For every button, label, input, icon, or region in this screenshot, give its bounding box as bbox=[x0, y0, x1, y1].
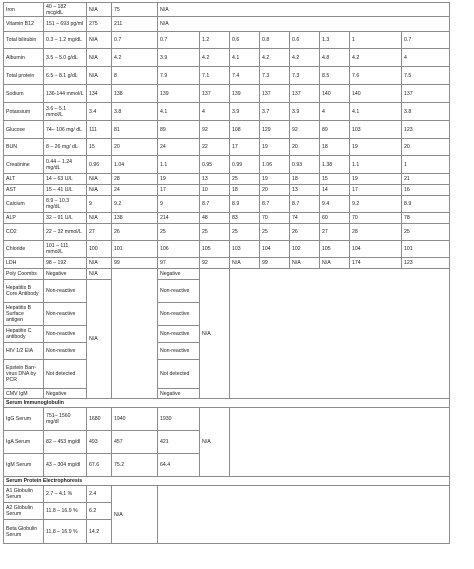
value-cell: 9.2 bbox=[112, 196, 158, 213]
value-cell: 8.7 bbox=[200, 196, 230, 213]
value-cell: 1.2 bbox=[200, 32, 230, 49]
empty-cell bbox=[112, 269, 158, 399]
value-cell: 137 bbox=[402, 85, 450, 103]
value-cell: 101 bbox=[112, 241, 158, 258]
value-cell: 14.2 bbox=[87, 520, 112, 544]
value-cell: 3.8 bbox=[112, 103, 158, 121]
test-name-cell: Total bilirubin bbox=[4, 32, 44, 49]
value-cell: 17 bbox=[158, 185, 200, 196]
value-cell: 70 bbox=[350, 213, 402, 224]
value-cell: 1.1 bbox=[158, 156, 200, 174]
reference-range-cell: 101 – 111 mmol/L bbox=[44, 241, 87, 258]
value-cell: 92 bbox=[200, 121, 230, 139]
value-cell: 104 bbox=[260, 241, 290, 258]
value-cell: 111 bbox=[87, 121, 112, 139]
value-cell: 18 bbox=[230, 185, 260, 196]
value-cell: 25 bbox=[260, 224, 290, 241]
value-cell: 20 bbox=[260, 185, 290, 196]
reference-range-cell: 74– 106 mg/ dL bbox=[44, 121, 87, 139]
reference-range-cell: 98 – 192 bbox=[44, 258, 87, 269]
value-cell: 78 bbox=[402, 213, 450, 224]
value-cell: 26 bbox=[112, 224, 158, 241]
reference-range-cell: 8.9 – 10.3 mg/dL bbox=[44, 196, 87, 213]
value-cell: 0.6 bbox=[230, 32, 260, 49]
value-cell: 140 bbox=[350, 85, 402, 103]
value-cell: 4.2 bbox=[260, 49, 290, 67]
value-cell: 81 bbox=[112, 121, 158, 139]
value-cell: 4 bbox=[320, 103, 350, 121]
value-cell: 28 bbox=[350, 224, 402, 241]
value-cell: Non-reactive bbox=[44, 303, 87, 326]
test-name-cell: ALP bbox=[4, 213, 44, 224]
value-cell: 9 bbox=[158, 196, 200, 213]
value-cell: 99 bbox=[260, 258, 290, 269]
reference-range-cell: 15 – 41 U/L bbox=[44, 185, 87, 196]
value-cell: 4 bbox=[200, 103, 230, 121]
value-cell: 0.7 bbox=[402, 32, 450, 49]
value-cell: 24 bbox=[158, 139, 200, 156]
table-row bbox=[4, 103, 450, 121]
value-cell: 275 bbox=[87, 17, 112, 32]
section-heading: Serum Immunoglobulin bbox=[4, 399, 450, 408]
value-cell: 138 bbox=[112, 213, 158, 224]
test-name-cell: A1 Globulin Serum bbox=[4, 486, 44, 503]
value-cell: 214 bbox=[158, 213, 200, 224]
value-cell: 92 bbox=[290, 121, 320, 139]
test-name-cell: Poly Coombs bbox=[4, 269, 44, 280]
test-name-cell: Hepatitis B Surface antigen bbox=[4, 303, 44, 326]
reference-range-cell: 82 – 453 mg/dl bbox=[44, 431, 87, 454]
value-cell: 7.5 bbox=[402, 67, 450, 85]
value-cell: 19 bbox=[260, 174, 290, 185]
value-cell: 14 bbox=[320, 185, 350, 196]
value-cell: 7.3 bbox=[260, 67, 290, 85]
value-cell: 1940 bbox=[112, 408, 158, 431]
value-cell: 19 bbox=[350, 139, 402, 156]
table-row bbox=[4, 3, 450, 17]
value-cell: N/A bbox=[230, 258, 260, 269]
value-cell: 9.2 bbox=[350, 196, 402, 213]
value-cell: 9 bbox=[87, 196, 112, 213]
value-cell: 493 bbox=[87, 431, 112, 454]
value-cell: 20 bbox=[290, 139, 320, 156]
value-cell: Negative bbox=[158, 269, 200, 280]
reference-range-cell: 11.8 – 16.9 % bbox=[44, 520, 87, 544]
value-cell: 103 bbox=[350, 121, 402, 139]
value-cell: 28 bbox=[112, 174, 158, 185]
value-cell: 9.4 bbox=[320, 196, 350, 213]
value-cell: N/A bbox=[87, 258, 112, 269]
value-cell: 211 bbox=[112, 17, 158, 32]
merged-na-cell: N/A bbox=[112, 486, 158, 544]
value-cell: 24 bbox=[112, 185, 158, 196]
value-cell: 3.8 bbox=[402, 103, 450, 121]
test-name-cell: Potassium bbox=[4, 103, 44, 121]
value-cell: N/A bbox=[320, 258, 350, 269]
value-cell: 139 bbox=[230, 85, 260, 103]
value-cell: 106 bbox=[158, 241, 200, 258]
value-cell: Non-reactive bbox=[44, 280, 87, 303]
value-cell: Non-reactive bbox=[158, 303, 200, 326]
value-cell: 8.9 bbox=[402, 196, 450, 213]
test-name-cell: A2 Globulin Serum bbox=[4, 503, 44, 520]
value-cell: N/A bbox=[290, 258, 320, 269]
reference-range-cell: 8 – 26 mg/ dL bbox=[44, 139, 87, 156]
test-name-cell: Glucose bbox=[4, 121, 44, 139]
table-row bbox=[4, 49, 450, 67]
value-cell: 25 bbox=[230, 174, 260, 185]
value-cell: 1.38 bbox=[320, 156, 350, 174]
value-cell: N/A bbox=[87, 185, 112, 196]
value-cell: 0.7 bbox=[112, 32, 158, 49]
test-name-cell: Albumin bbox=[4, 49, 44, 67]
value-cell: 105 bbox=[200, 241, 230, 258]
value-cell: N/A bbox=[158, 3, 450, 17]
value-cell: 0.96 bbox=[87, 156, 112, 174]
test-name-cell: CO2 bbox=[4, 224, 44, 241]
reference-range-cell: 11.8 – 16.9 % bbox=[44, 503, 87, 520]
value-cell: 421 bbox=[158, 431, 200, 454]
value-cell: N/A bbox=[87, 3, 112, 17]
value-cell: 1 bbox=[350, 32, 402, 49]
value-cell: 4.2 bbox=[112, 49, 158, 67]
table-row bbox=[4, 408, 450, 431]
value-cell: 104 bbox=[350, 241, 402, 258]
value-cell: Non-reactive bbox=[44, 343, 87, 360]
reference-range-cell: 2.7 – 4.1 % bbox=[44, 486, 87, 503]
value-cell: 18 bbox=[290, 174, 320, 185]
value-cell: 19 bbox=[350, 174, 402, 185]
test-name-cell: HIV 1/2 EIA bbox=[4, 343, 44, 360]
table-row bbox=[4, 174, 450, 185]
reference-range-cell: 0.44 – 1.24 mg/dL bbox=[44, 156, 87, 174]
value-cell: N/A bbox=[87, 213, 112, 224]
value-cell: Non-reactive bbox=[158, 343, 200, 360]
table-row bbox=[4, 121, 450, 139]
test-name-cell: Beta Globulin Serum bbox=[4, 520, 44, 544]
value-cell: 0.93 bbox=[290, 156, 320, 174]
value-cell: 129 bbox=[260, 121, 290, 139]
reference-range-cell: 43 – 304 mg/dl bbox=[44, 454, 87, 477]
test-name-cell: ALT bbox=[4, 174, 44, 185]
reference-range-cell: 6.5 – 8.1 g/dL bbox=[44, 67, 87, 85]
empty-cell bbox=[158, 486, 450, 544]
value-cell: 70 bbox=[260, 213, 290, 224]
value-cell: 0.8 bbox=[260, 32, 290, 49]
value-cell: 0.7 bbox=[158, 32, 200, 49]
value-cell: 7.6 bbox=[350, 67, 402, 85]
value-cell: 15 bbox=[320, 174, 350, 185]
value-cell: 4 bbox=[402, 49, 450, 67]
value-cell: N/A bbox=[87, 269, 112, 280]
value-cell: 64.4 bbox=[158, 454, 200, 477]
test-name-cell: Creatinine bbox=[4, 156, 44, 174]
test-name-cell: Iron bbox=[4, 3, 44, 17]
value-cell: 4.1 bbox=[158, 103, 200, 121]
table-row bbox=[4, 17, 450, 32]
value-cell: 3.9 bbox=[290, 103, 320, 121]
value-cell: 26 bbox=[290, 224, 320, 241]
merged-na-cell: N/A bbox=[87, 280, 112, 399]
section-heading: Serum Protein Electrophoresis bbox=[4, 477, 450, 486]
value-cell: 99 bbox=[112, 258, 158, 269]
value-cell: 3.4 bbox=[87, 103, 112, 121]
value-cell: N/A bbox=[158, 17, 450, 32]
value-cell: 7.3 bbox=[290, 67, 320, 85]
test-name-cell: IgG Serum bbox=[4, 408, 44, 431]
value-cell: 0.99 bbox=[230, 156, 260, 174]
value-cell: 1.06 bbox=[260, 156, 290, 174]
value-cell: 103 bbox=[230, 241, 260, 258]
reference-range-cell: 32 – 91 U/L bbox=[44, 213, 87, 224]
value-cell: 17 bbox=[230, 139, 260, 156]
value-cell: 7.9 bbox=[158, 67, 200, 85]
value-cell: Non-reactive bbox=[44, 326, 87, 343]
value-cell: Non-reactive bbox=[158, 280, 200, 303]
test-name-cell: IgA Serum bbox=[4, 431, 44, 454]
value-cell: 8.7 bbox=[290, 196, 320, 213]
value-cell: Non-reactive bbox=[158, 326, 200, 343]
value-cell: N/A bbox=[87, 32, 112, 49]
reference-range-cell: 40 – 182 mcg/dL bbox=[44, 3, 87, 17]
value-cell: 25 bbox=[230, 224, 260, 241]
test-name-cell: Sodium bbox=[4, 85, 44, 103]
reference-range-cell: 3.5 – 5.0 g/dL bbox=[44, 49, 87, 67]
value-cell: 1930 bbox=[158, 408, 200, 431]
value-cell: 7.4 bbox=[230, 67, 260, 85]
value-cell: 457 bbox=[112, 431, 158, 454]
value-cell: 8.7 bbox=[260, 196, 290, 213]
value-cell: 25 bbox=[200, 224, 230, 241]
value-cell: 8.5 bbox=[320, 67, 350, 85]
table-row bbox=[4, 486, 450, 503]
value-cell: 89 bbox=[158, 121, 200, 139]
test-name-cell: Total protein bbox=[4, 67, 44, 85]
value-cell: 3.7 bbox=[260, 103, 290, 121]
value-cell: 10 bbox=[200, 185, 230, 196]
value-cell: 83 bbox=[230, 213, 260, 224]
merged-na-cell: N/A bbox=[200, 269, 230, 399]
value-cell: 17 bbox=[350, 185, 402, 196]
value-cell: 19 bbox=[260, 139, 290, 156]
value-cell: 6.2 bbox=[87, 503, 112, 520]
value-cell: 4.2 bbox=[350, 49, 402, 67]
value-cell: 27 bbox=[320, 224, 350, 241]
table-row bbox=[4, 196, 450, 213]
value-cell: 60 bbox=[320, 213, 350, 224]
table-row bbox=[4, 32, 450, 49]
value-cell: 4.1 bbox=[230, 49, 260, 67]
test-name-cell: Calcium bbox=[4, 196, 44, 213]
value-cell: Not detected bbox=[44, 360, 87, 389]
section-heading-row bbox=[4, 477, 450, 486]
value-cell: 8.9 bbox=[230, 196, 260, 213]
merged-na-cell: N/A bbox=[200, 408, 230, 477]
value-cell: 1680 bbox=[87, 408, 112, 431]
value-cell: 7.1 bbox=[200, 67, 230, 85]
table-row bbox=[4, 269, 450, 280]
value-cell: 1 bbox=[402, 156, 450, 174]
value-cell: 139 bbox=[158, 85, 200, 103]
value-cell: N/A bbox=[87, 49, 112, 67]
value-cell: 74 bbox=[290, 213, 320, 224]
value-cell: 75 bbox=[112, 3, 158, 17]
value-cell: 67.6 bbox=[87, 454, 112, 477]
value-cell: 13 bbox=[200, 174, 230, 185]
table-row bbox=[4, 185, 450, 196]
value-cell: 1.04 bbox=[112, 156, 158, 174]
reference-range-cell: 751– 1560 mg/dl bbox=[44, 408, 87, 431]
empty-cell bbox=[230, 408, 450, 477]
table-row bbox=[4, 139, 450, 156]
test-name-cell: AST bbox=[4, 185, 44, 196]
table-row bbox=[4, 258, 450, 269]
value-cell: 4.1 bbox=[350, 103, 402, 121]
value-cell: 4.8 bbox=[320, 49, 350, 67]
test-name-cell: Chloride bbox=[4, 241, 44, 258]
table-row bbox=[4, 213, 450, 224]
value-cell: 25 bbox=[158, 224, 200, 241]
value-cell: 0.95 bbox=[200, 156, 230, 174]
value-cell: 4.2 bbox=[290, 49, 320, 67]
test-name-cell: Epstein Barr-virus DNA by PCR bbox=[4, 360, 44, 389]
value-cell: 137 bbox=[290, 85, 320, 103]
value-cell: 2.4 bbox=[87, 486, 112, 503]
value-cell: 21 bbox=[402, 174, 450, 185]
value-cell: 13 bbox=[290, 185, 320, 196]
value-cell: 1.1 bbox=[350, 156, 402, 174]
test-name-cell: Hepatitis C antibody bbox=[4, 326, 44, 343]
value-cell: 108 bbox=[230, 121, 260, 139]
value-cell: 92 bbox=[200, 258, 230, 269]
test-name-cell: Vitamin B12 bbox=[4, 17, 44, 32]
value-cell: N/A bbox=[87, 67, 112, 85]
reference-range-cell: 3.6 – 5.1 mmol/L bbox=[44, 103, 87, 121]
value-cell: 27 bbox=[87, 224, 112, 241]
table-row bbox=[4, 156, 450, 174]
value-cell: 123 bbox=[402, 258, 450, 269]
value-cell: 137 bbox=[260, 85, 290, 103]
reference-range-cell: 0.3 – 1.2 mg/dL bbox=[44, 32, 87, 49]
section-heading-row bbox=[4, 399, 450, 408]
test-name-cell: CMV IgM bbox=[4, 389, 44, 399]
test-name-cell: Hepatitis B Core Antibody bbox=[4, 280, 44, 303]
reference-range-cell: 136-144 mmol/L bbox=[44, 85, 87, 103]
value-cell: Negative bbox=[158, 389, 200, 399]
value-cell: 123 bbox=[402, 121, 450, 139]
value-cell: 3.9 bbox=[158, 49, 200, 67]
value-cell: 137 bbox=[200, 85, 230, 103]
value-cell: 19 bbox=[158, 174, 200, 185]
value-cell: 174 bbox=[350, 258, 402, 269]
value-cell: 22 bbox=[200, 139, 230, 156]
reference-range-cell: 14 – 63 U/L bbox=[44, 174, 87, 185]
value-cell: 102 bbox=[290, 241, 320, 258]
value-cell: N/A bbox=[87, 174, 112, 185]
value-cell: 1.3 bbox=[320, 32, 350, 49]
value-cell: 4.2 bbox=[200, 49, 230, 67]
value-cell: 97 bbox=[158, 258, 200, 269]
value-cell: 25 bbox=[402, 224, 450, 241]
value-cell: Negative bbox=[44, 389, 87, 399]
value-cell: 16 bbox=[402, 185, 450, 196]
value-cell: 3.9 bbox=[230, 103, 260, 121]
table-row bbox=[4, 224, 450, 241]
table-row bbox=[4, 85, 450, 103]
value-cell: 140 bbox=[320, 85, 350, 103]
reference-range-cell: 22 – 32 mmol/L bbox=[44, 224, 87, 241]
value-cell: 134 bbox=[87, 85, 112, 103]
value-cell: 75.2 bbox=[112, 454, 158, 477]
value-cell: 18 bbox=[320, 139, 350, 156]
value-cell: 15 bbox=[87, 139, 112, 156]
empty-cell bbox=[230, 269, 450, 399]
value-cell: 8 bbox=[112, 67, 158, 85]
value-cell: 89 bbox=[320, 121, 350, 139]
value-cell: 48 bbox=[200, 213, 230, 224]
value-cell: 100 bbox=[87, 241, 112, 258]
value-cell: 101 bbox=[402, 241, 450, 258]
test-name-cell: LDH bbox=[4, 258, 44, 269]
reference-range-cell: 151 – 693 pg/ml bbox=[44, 17, 87, 32]
table-row bbox=[4, 241, 450, 258]
table-row bbox=[4, 67, 450, 85]
value-cell: Not detected bbox=[158, 360, 200, 389]
value-cell: 20 bbox=[402, 139, 450, 156]
lab-results-table bbox=[3, 2, 450, 544]
value-cell: 105 bbox=[320, 241, 350, 258]
value-cell: Negative bbox=[44, 269, 87, 280]
value-cell: 20 bbox=[112, 139, 158, 156]
value-cell: 0.6 bbox=[290, 32, 320, 49]
value-cell: 138 bbox=[112, 85, 158, 103]
test-name-cell: IgM Serum bbox=[4, 454, 44, 477]
test-name-cell: BUN bbox=[4, 139, 44, 156]
